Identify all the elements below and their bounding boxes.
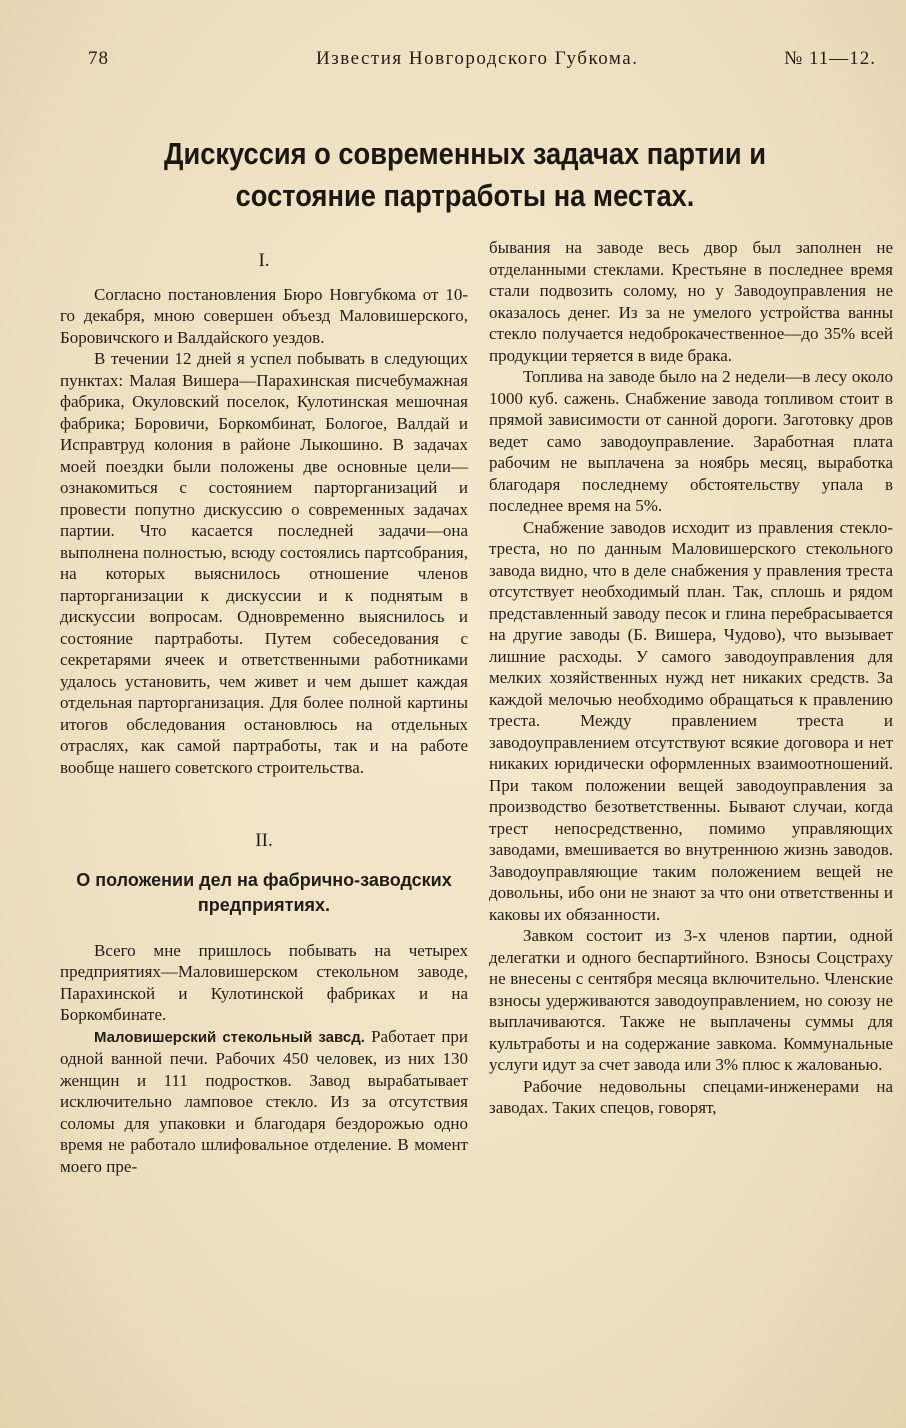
runin-heading: Маловишерский стекольный завсд. — [94, 1028, 365, 1046]
paragraph: Рабочие недовольны спецами-инженерами на заводах. Таких спецов, говорят, — [489, 1076, 893, 1117]
paragraph-continuation: бывания на заводе весь двор был заполнен не отделанными стеклами. Крестьяне в последнее время стали подвозить солому, но у Заводоуправления не оказалось денег. Из за не умелого устройства ванны стекло получается недоброкачественное—до 35% всей продукции теряется в виде брака. — [489, 238, 893, 365]
runin-text: Работает при одной ванной печи. Рабочих 450 человек, из них 130 женщин и 111 подростков. Завод вырабатывает исключительно ламповое стекло. Из за отсутствия соломы для упаковки и благодаря бездорожью одно время не работало шлифовальное отделение. В момент моего пре- — [60, 1026, 469, 1176]
issue-number: № 11—12. — [784, 48, 876, 69]
paragraph: Топлива на заводе было на 2 недели—в лесу около 1000 куб. сажень. Снабжение завода топливом стоит в прямой зависимости от санной дороги. Заготовку дров ведет само заводоуправление. Заработная плата рабочим не выплачена за ноябрь месяц, выработка благодаря последнему обстоятельству упала в последнее время на 5%. — [489, 367, 893, 515]
right-column — [489, 237, 893, 1119]
paragraph-runin — [60, 1026, 468, 1178]
paragraph: Снабжение заводов исходит из правления стекло-треста, но по данным Маловишерского стекольного завода видно, что в деле снабжения у правления треста отсутствует необходимый план. Так, сплошь и рядом представленный заводу песок и глина перебрасывается на другие заводы (Б. Вишера, Чудово), что вызывает лишние расходы. У самого заводоуправления для мелких хозяйственных нужд нет никаких средств. За каждой мелочью необходимо обращаться к правлению треста. Между правлением треста и заводоуправлением отсутствуют всякие договора и нет никаких юридически оформленных взаимоотношений. При таком положении вещей заводоуправления за производство безответственны. Бывают случаи, когда трест непосредственно, помимо управляющих заводами, вмешивается во внутреннюю жизнь заводов. Заводоуправляющие таким положением вещей не довольны, ибо они не знают за что они ответственны и каковы их обязанности. — [489, 517, 893, 924]
section-numeral-1: I. — [258, 250, 270, 271]
section-subheading: О положении дел на фабрично-заводских предприятиях. — [76, 869, 452, 915]
section-numeral-2: II. — [255, 830, 273, 851]
journal-title: Известия Новгородского Губкома. — [316, 48, 639, 69]
paragraph: Завком состоит из 3-х членов партии, одной делегатки и одного беспартийного. Взносы Соцстраху не внесены с сентября месяца включительно. Членские взносы удерживаются заводоуправлением, но союзу не выплачиваются. Также не выплачены суммы для культработы и на содержание завкома. Коммунальные услуги идут за счет завода или 3% плюс к жалованью. — [489, 926, 893, 1074]
running-header — [88, 48, 876, 78]
page-number: 78 — [88, 48, 109, 69]
paragraph: В течении 12 дней я успел побывать в следующих пунктах: Малая Вишера—Парахинская писчебумажная фабрика, Окуловский поселок, Кулотинская мешочная фабрика; Боровичи, Боркомбинат, Бологое, Валдай и Исправтруд колония в районе Лыкошино. В задачах моей поездки были положены две основные цели—ознакомиться с состоянием парторганизаций и провести попутно дискуссию о современных задачах партии. Что касается последней задачи—она выполнена полностью, всюду состоялись партсобрания, на которых выяснилось отношение членов парторганизации к дискуссии и к поднятым в дискуссии вопросам. Одновременно выяснилось и состояние партработы. Путем собеседования с секретарями ячеек и ответственными работниками удалось установить, чем живет и чем дышет каждая отдельная парторганизация. Для более полной картины итогов обследования остановлюсь на отдельных отраслях, как самой партработы, так и на работе вообще нашего советского строительства. — [60, 349, 468, 777]
paragraph: Согласно постановления Бюро Новгубкома от 10-го декабря, мною совершен объезд Маловишерского, Боровичского и Валдайского уездов. — [60, 284, 468, 347]
paragraph: Всего мне пришлось побывать на четырех предприятиях—Маловишерском стекольном заводе, Парахинской и Кулотинской фабриках и на Боркомбинате. — [60, 940, 468, 1024]
left-column — [60, 240, 468, 1177]
article-title: Дискуссия о современных задачах партии и состояние партработы на местах. — [164, 136, 766, 213]
